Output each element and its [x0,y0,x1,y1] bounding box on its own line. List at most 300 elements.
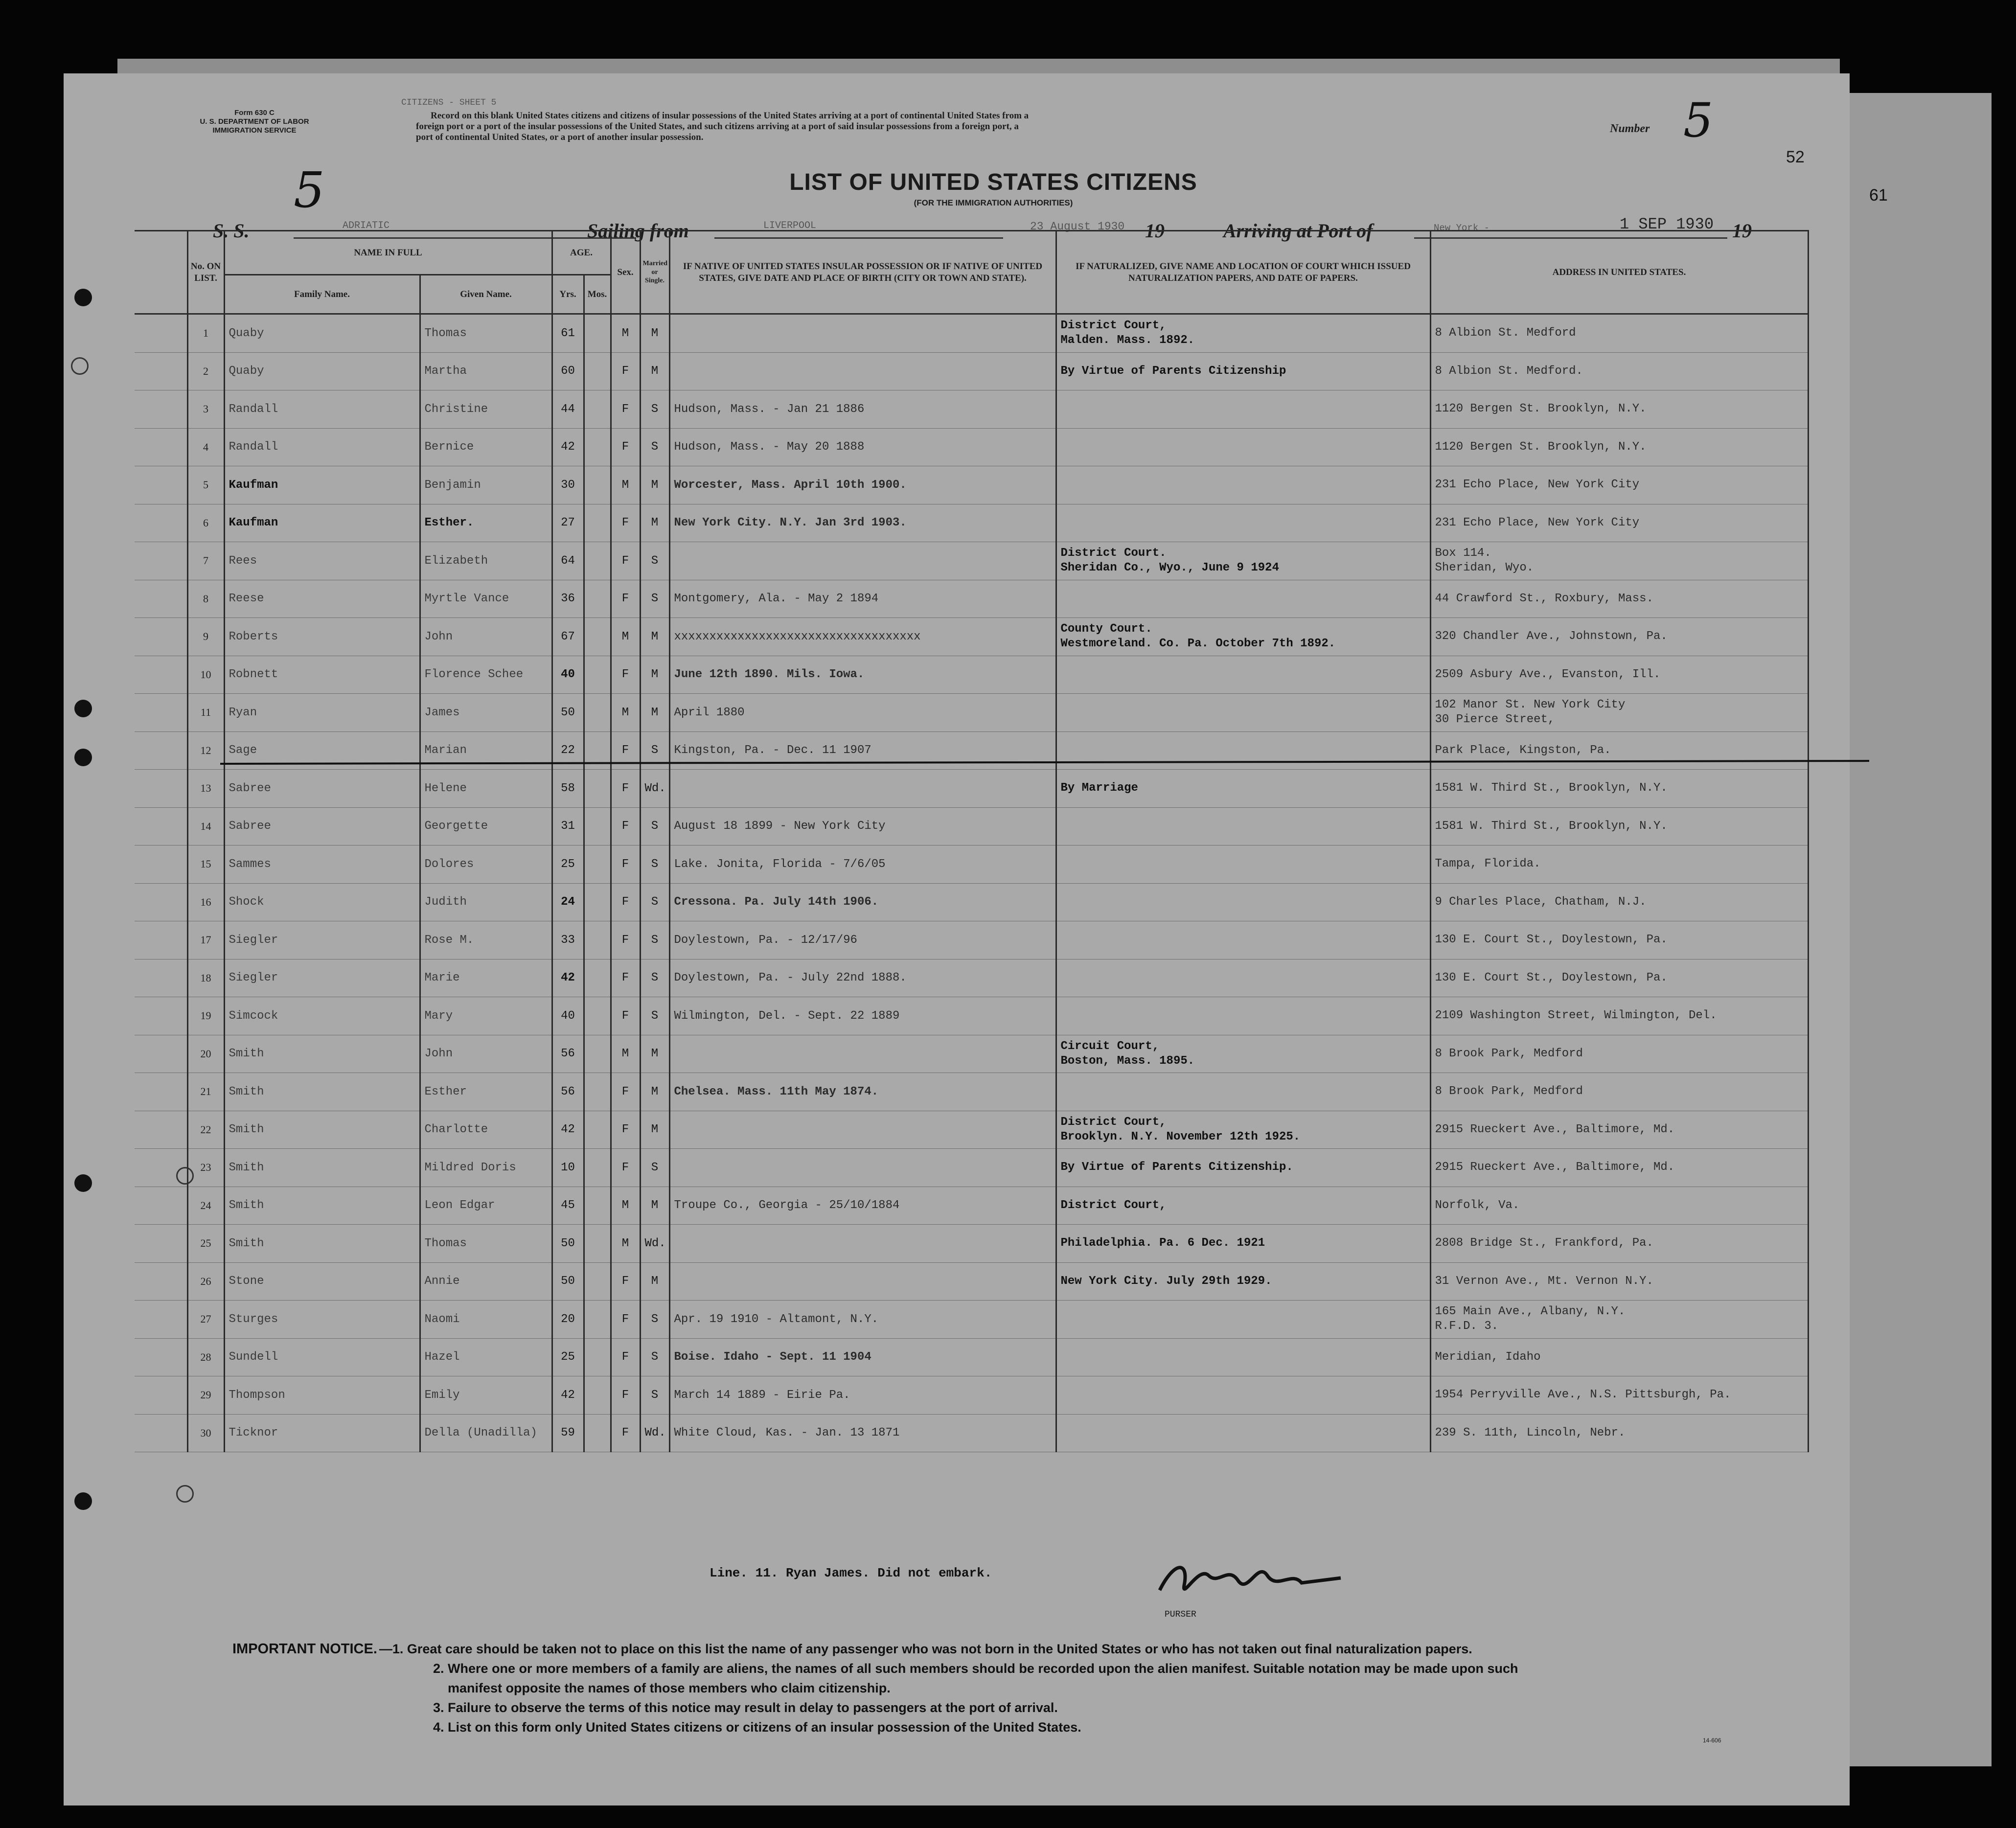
naturalization [1056,618,1430,656]
manifest-page [64,73,1888,1805]
table-row [135,1111,1808,1149]
marital-status: Wd. [640,1225,669,1263]
table-row [135,959,1808,997]
sex: F [611,580,640,618]
naturalization-line-1: By Virtue of Parents Citizenship [1060,364,1286,378]
given-name: Elizabeth [420,542,552,580]
blank [135,921,187,960]
sex: M [611,466,640,504]
naturalization-line-2: Sheridan Co., Wyo., June 9 1924 [1060,561,1279,575]
address [1430,1301,1808,1339]
given-name: Naomi [420,1301,552,1339]
age-years: 27 [552,504,584,542]
birth-info: Lake. Jonita, Florida - 7/6/05 [669,845,1056,884]
address-line-1: 31 Vernon Ave., Mt. Vernon N.Y. [1435,1274,1653,1288]
table-row [135,542,1808,580]
row-number: 3 [187,390,224,429]
address-line-1: 165 Main Ave., Albany, N.Y. [1435,1305,1626,1319]
marital-status: S [640,883,669,921]
naturalization-line-1: District Court, [1060,1198,1167,1212]
naturalization [1056,1035,1430,1073]
table-row [135,1073,1808,1111]
given-name: Esther [420,1073,552,1111]
family-name: Ticknor [224,1414,420,1452]
blank [135,883,187,921]
naturalization [1056,428,1430,466]
family-name: Smith [224,1073,420,1111]
birth-info: Troupe Co., Georgia - 25/10/1884 [669,1187,1056,1225]
naturalization [1056,580,1430,618]
family-name: Quaby [224,352,420,390]
blank [135,1338,187,1376]
row-number: 27 [187,1301,224,1339]
address-line-1: 8 Brook Park, Medford [1435,1085,1583,1098]
birth-info [669,1035,1056,1073]
table-body [135,314,1808,1452]
marital-status: S [640,731,669,770]
given-name: Marie [420,959,552,997]
header-birth: IF NATIVE OF UNITED STATES INSULAR POSSESSION OR IF NATIVE OF UNITED STATES, GIVE DATE AND PLACE OF BIRTH (CITY OR TOWN AND STATE). [669,231,1056,314]
age-years: 42 [552,1111,584,1149]
sex: F [611,1301,640,1339]
address-line-1: 1120 Bergen St. Brooklyn, N.Y. [1435,402,1647,416]
age-years: 58 [552,770,584,808]
family-name: Sabree [224,807,420,845]
sex: F [611,428,640,466]
naturalization-line-1: District Court, [1060,1115,1167,1129]
age-years: 25 [552,1338,584,1376]
age-years: 50 [552,1262,584,1301]
family-name: Siegler [224,921,420,960]
blank [135,1301,187,1339]
age-years: 61 [552,314,584,353]
record-instructions: Record on this blank United States citizens and citizens of insular possessions of the United States arriving at a port of continental United States from a foreign port or a port of the insular possessions of the United States, and such citizens arriving at a port of said insular possessions from a foreign port, a port of continental United States, or a port of another insular possession. [416,111,1029,142]
row-number: 1 [187,314,224,353]
address-line-1: Tampa, Florida. [1435,857,1541,871]
notice-item-1: —1. Great care should be taken not to place on this list the name of any passenger who was not born in the United States or who has not taken out final naturalization papers. [379,1642,1472,1656]
marital-status: M [640,656,669,694]
sex: M [611,1225,640,1263]
table-row [135,845,1808,884]
age-months [584,656,611,694]
birth-info [669,1225,1056,1263]
family-name: Kaufman [224,504,420,542]
marital-status: S [640,390,669,429]
table-row [135,504,1808,542]
given-name: Leon Edgar [420,1187,552,1225]
table-row [135,618,1808,656]
naturalization-line-2: Boston, Mass. 1895. [1060,1054,1195,1068]
age-years: 40 [552,656,584,694]
page-subtitle: (FOR THE IMMIGRATION AUTHORITIES) [914,198,1073,207]
blank [135,428,187,466]
row-number: 12 [187,731,224,770]
marital-status: S [640,1301,669,1339]
naturalization-line-2: Brooklyn. N.Y. November 12th 1925. [1060,1130,1301,1143]
age-years: 36 [552,580,584,618]
given-name: Mary [420,997,552,1035]
naturalization [1056,807,1430,845]
sex: F [611,997,640,1035]
table-row [135,352,1808,390]
punch-hole [74,1174,92,1192]
address [1430,656,1808,694]
birth-info [669,1262,1056,1301]
marital-status: S [640,1376,669,1415]
family-name: Simcock [224,997,420,1035]
address-line-1: 2915 Rueckert Ave., Baltimore, Md. [1435,1161,1675,1174]
address [1430,694,1808,732]
naturalization [1056,352,1430,390]
sex: F [611,1149,640,1187]
family-name: Quaby [224,314,420,353]
form-number: Form 630 C [234,109,275,117]
birth-info [669,1149,1056,1187]
age-years: 33 [552,921,584,960]
row-number: 19 [187,997,224,1035]
age-months [584,1225,611,1263]
family-name: Reese [224,580,420,618]
address-line-1: 320 Chandler Ave., Johnstown, Pa. [1435,630,1668,643]
sex: F [611,845,640,884]
service: IMMIGRATION SERVICE [212,126,297,135]
address [1430,883,1808,921]
blank [135,1073,187,1111]
given-name: Bernice [420,428,552,466]
sex: F [611,352,640,390]
address [1430,1073,1808,1111]
birth-info: Kingston, Pa. - Dec. 11 1907 [669,731,1056,770]
sailing-date: 23 August 1930 [1030,220,1125,233]
header-married: Married or Single. [640,231,669,314]
address-line-1: 2808 Bridge St., Frankford, Pa. [1435,1236,1653,1250]
family-name: Siegler [224,959,420,997]
row-number: 15 [187,845,224,884]
naturalization-line-1: County Court. [1060,622,1152,636]
year-label-2: 19 [1732,220,1752,242]
age-months [584,1035,611,1073]
address [1430,731,1808,770]
sex: F [611,959,640,997]
address [1430,845,1808,884]
sex: M [611,1187,640,1225]
blank [135,580,187,618]
blank [135,466,187,504]
notice-item-3: 3. Failure to observe the terms of this notice may result in delay to passengers at the port of arrival. [433,1700,1058,1715]
address-line-2: 30 Pierce Street, [1435,713,1555,727]
blank [135,1035,187,1073]
age-years: 59 [552,1414,584,1452]
naturalization [1056,314,1430,353]
given-name: John [420,618,552,656]
given-name: Marian [420,731,552,770]
age-months [584,580,611,618]
address [1430,1262,1808,1301]
age-years: 64 [552,542,584,580]
age-months [584,1187,611,1225]
birth-info: Hudson, Mass. - May 20 1888 [669,428,1056,466]
birth-info: White Cloud, Kas. - Jan. 13 1871 [669,1414,1056,1452]
family-name: Smith [224,1225,420,1263]
naturalization [1056,1111,1430,1149]
address-line-1: 2509 Asbury Ave., Evanston, Ill. [1435,667,1661,681]
age-months [584,770,611,808]
number-value: 5 [1683,93,1714,148]
given-name: Della (Unadilla) [420,1414,552,1452]
given-name: Myrtle Vance [420,580,552,618]
family-name: Sage [224,731,420,770]
address [1430,997,1808,1035]
naturalization [1056,1376,1430,1415]
given-name: Dolores [420,845,552,884]
family-name: Randall [224,428,420,466]
age-months [584,807,611,845]
punch-hole [74,289,92,306]
age-months [584,1073,611,1111]
table-row [135,883,1808,921]
naturalization-line-1: Circuit Court, [1060,1039,1160,1053]
row-number: 23 [187,1149,224,1187]
sex: F [611,1376,640,1415]
blank [135,1414,187,1452]
naturalization-line-1: District Court. [1060,547,1167,560]
marital-status: S [640,1338,669,1376]
sex: F [611,770,640,808]
address-line-1: Meridian, Idaho [1435,1350,1541,1364]
given-name: James [420,694,552,732]
birth-info: March 14 1889 - Eirie Pa. [669,1376,1056,1415]
age-months [584,390,611,429]
age-months [584,883,611,921]
notice-item-2b: manifest opposite the names of those members who claim citizenship. [448,1681,891,1695]
age-years: 50 [552,694,584,732]
given-name: Georgette [420,807,552,845]
embark-note: Line. 11. Ryan James. Did not embark. [710,1566,992,1580]
age-years: 67 [552,618,584,656]
ship-name: ADRIATIC [343,220,390,231]
sex: F [611,1111,640,1149]
address-line-1: 1581 W. Third St., Brooklyn, N.Y. [1435,819,1668,833]
blank [135,542,187,580]
handwritten-sheet-number: 5 [294,161,325,219]
age-months [584,542,611,580]
marital-status: M [640,1187,669,1225]
naturalization [1056,1073,1430,1111]
naturalization [1056,1225,1430,1263]
marital-status: M [640,314,669,353]
blank [135,959,187,997]
sex: F [611,656,640,694]
address [1430,807,1808,845]
page-number: 52 [1786,148,1805,166]
marital-status: S [640,1149,669,1187]
address-line-1: 9 Charles Place, Chatham, N.J. [1435,895,1647,909]
row-number: 25 [187,1225,224,1263]
address-line-1: 2915 Rueckert Ave., Baltimore, Md. [1435,1122,1675,1136]
naturalization-line-1: By Marriage [1060,781,1138,795]
arriving-label: Arriving at Port of [1223,220,1373,242]
naturalization [1056,1262,1430,1301]
birth-info: Boise. Idaho - Sept. 11 1904 [669,1338,1056,1376]
address [1430,1376,1808,1415]
family-name: Roberts [224,618,420,656]
table-row [135,807,1808,845]
header-name-in-full: NAME IN FULL [224,231,552,275]
table-row [135,1035,1808,1073]
page-title: LIST OF UNITED STATES CITIZENS [789,169,1197,195]
age-months [584,959,611,997]
family-name: Sammes [224,845,420,884]
sex: F [611,731,640,770]
table-row [135,1225,1808,1263]
given-name: John [420,1035,552,1073]
row-number: 28 [187,1338,224,1376]
given-name: Helene [420,770,552,808]
age-years: 42 [552,959,584,997]
table-row [135,1187,1808,1225]
naturalization [1056,1338,1430,1376]
department: U. S. DEPARTMENT OF LABOR [200,117,309,126]
naturalization [1056,504,1430,542]
address [1430,959,1808,997]
birth-info [669,1111,1056,1149]
given-name: Emily [420,1376,552,1415]
address [1430,428,1808,466]
row-number: 24 [187,1187,224,1225]
age-months [584,1149,611,1187]
birth-info: Worcester, Mass. April 10th 1900. [669,466,1056,504]
naturalization [1056,1301,1430,1339]
row-number: 17 [187,921,224,960]
table-row [135,997,1808,1035]
marital-status: S [640,428,669,466]
naturalization [1056,1149,1430,1187]
age-years: 24 [552,883,584,921]
address [1430,466,1808,504]
age-years: 40 [552,997,584,1035]
age-months [584,1262,611,1301]
table-row [135,921,1808,960]
birth-info [669,314,1056,353]
address [1430,1225,1808,1263]
row-number: 14 [187,807,224,845]
age-months [584,466,611,504]
table-row [135,466,1808,504]
naturalization [1056,542,1430,580]
table-row [135,1301,1808,1339]
blank [135,1149,187,1187]
marital-status: S [640,997,669,1035]
birth-info: Cressona. Pa. July 14th 1906. [669,883,1056,921]
age-years: 50 [552,1225,584,1263]
address-line-1: 1120 Bergen St. Brooklyn, N.Y. [1435,440,1647,454]
given-name: Christine [420,390,552,429]
age-years: 56 [552,1073,584,1111]
address-line-1: 2109 Washington Street, Wilmington, Del. [1435,1009,1717,1023]
given-name: Thomas [420,314,552,353]
address [1430,314,1808,353]
naturalization [1056,731,1430,770]
punch-ring [71,357,89,375]
age-years: 25 [552,845,584,884]
table-row [135,694,1808,732]
header-months: Mos. [584,275,611,314]
address [1430,1187,1808,1225]
family-name: Ryan [224,694,420,732]
birth-info: Hudson, Mass. - Jan 21 1886 [669,390,1056,429]
important-notice [232,1639,1518,1737]
birth-info: June 12th 1890. Mils. Iowa. [669,656,1056,694]
given-name: Florence Schee [420,656,552,694]
naturalization [1056,656,1430,694]
sex: F [611,921,640,960]
address-line-2: R.F.D. 3. [1435,1320,1499,1333]
form-identity [181,109,328,135]
citizen-table [135,230,1809,1452]
age-months [584,314,611,353]
row-number: 5 [187,466,224,504]
header-sex: Sex. [611,231,640,314]
address-line-1: 8 Albion St. Medford [1435,326,1576,340]
blank [135,314,187,353]
marital-status: S [640,807,669,845]
naturalization [1056,694,1430,732]
family-name: Kaufman [224,466,420,504]
age-months [584,1301,611,1339]
address [1430,390,1808,429]
marital-status: Wd. [640,770,669,808]
age-years: 42 [552,1376,584,1415]
age-months [584,997,611,1035]
age-months [584,504,611,542]
row-number: 13 [187,770,224,808]
arrival-stamp: 1 SEP 1930 [1620,215,1714,233]
sex: F [611,390,640,429]
row-number: 2 [187,352,224,390]
table-row [135,1414,1808,1452]
naturalization [1056,770,1430,808]
address-line-1: 130 E. Court St., Doylestown, Pa. [1435,933,1668,947]
table-row [135,580,1808,618]
naturalization [1056,959,1430,997]
birth-info: April 1880 [669,694,1056,732]
family-name: Sundell [224,1338,420,1376]
marital-status: M [640,352,669,390]
family-name: Robnett [224,656,420,694]
address-line-1: 1954 Perryville Ave., N.S. Pittsburgh, Pa. [1435,1388,1731,1402]
sex: F [611,883,640,921]
address [1430,770,1808,808]
birth-info: Doylestown, Pa. - July 22nd 1888. [669,959,1056,997]
address-line-1: 231 Echo Place, New York City [1435,478,1640,492]
given-name: Rose M. [420,921,552,960]
address [1430,352,1808,390]
address [1430,542,1808,580]
blank [135,1376,187,1415]
notice-title: IMPORTANT NOTICE. [232,1641,377,1657]
given-name: Thomas [420,1225,552,1263]
row-number: 6 [187,504,224,542]
birth-info: New York City. N.Y. Jan 3rd 1903. [669,504,1056,542]
table-row [135,314,1808,353]
given-name: Mildred Doris [420,1149,552,1187]
row-number: 26 [187,1262,224,1301]
punch-hole [74,749,92,766]
given-name: Judith [420,883,552,921]
marital-status: S [640,921,669,960]
number-label: Number [1610,122,1650,135]
page-number-right: 61 [1869,186,1888,205]
